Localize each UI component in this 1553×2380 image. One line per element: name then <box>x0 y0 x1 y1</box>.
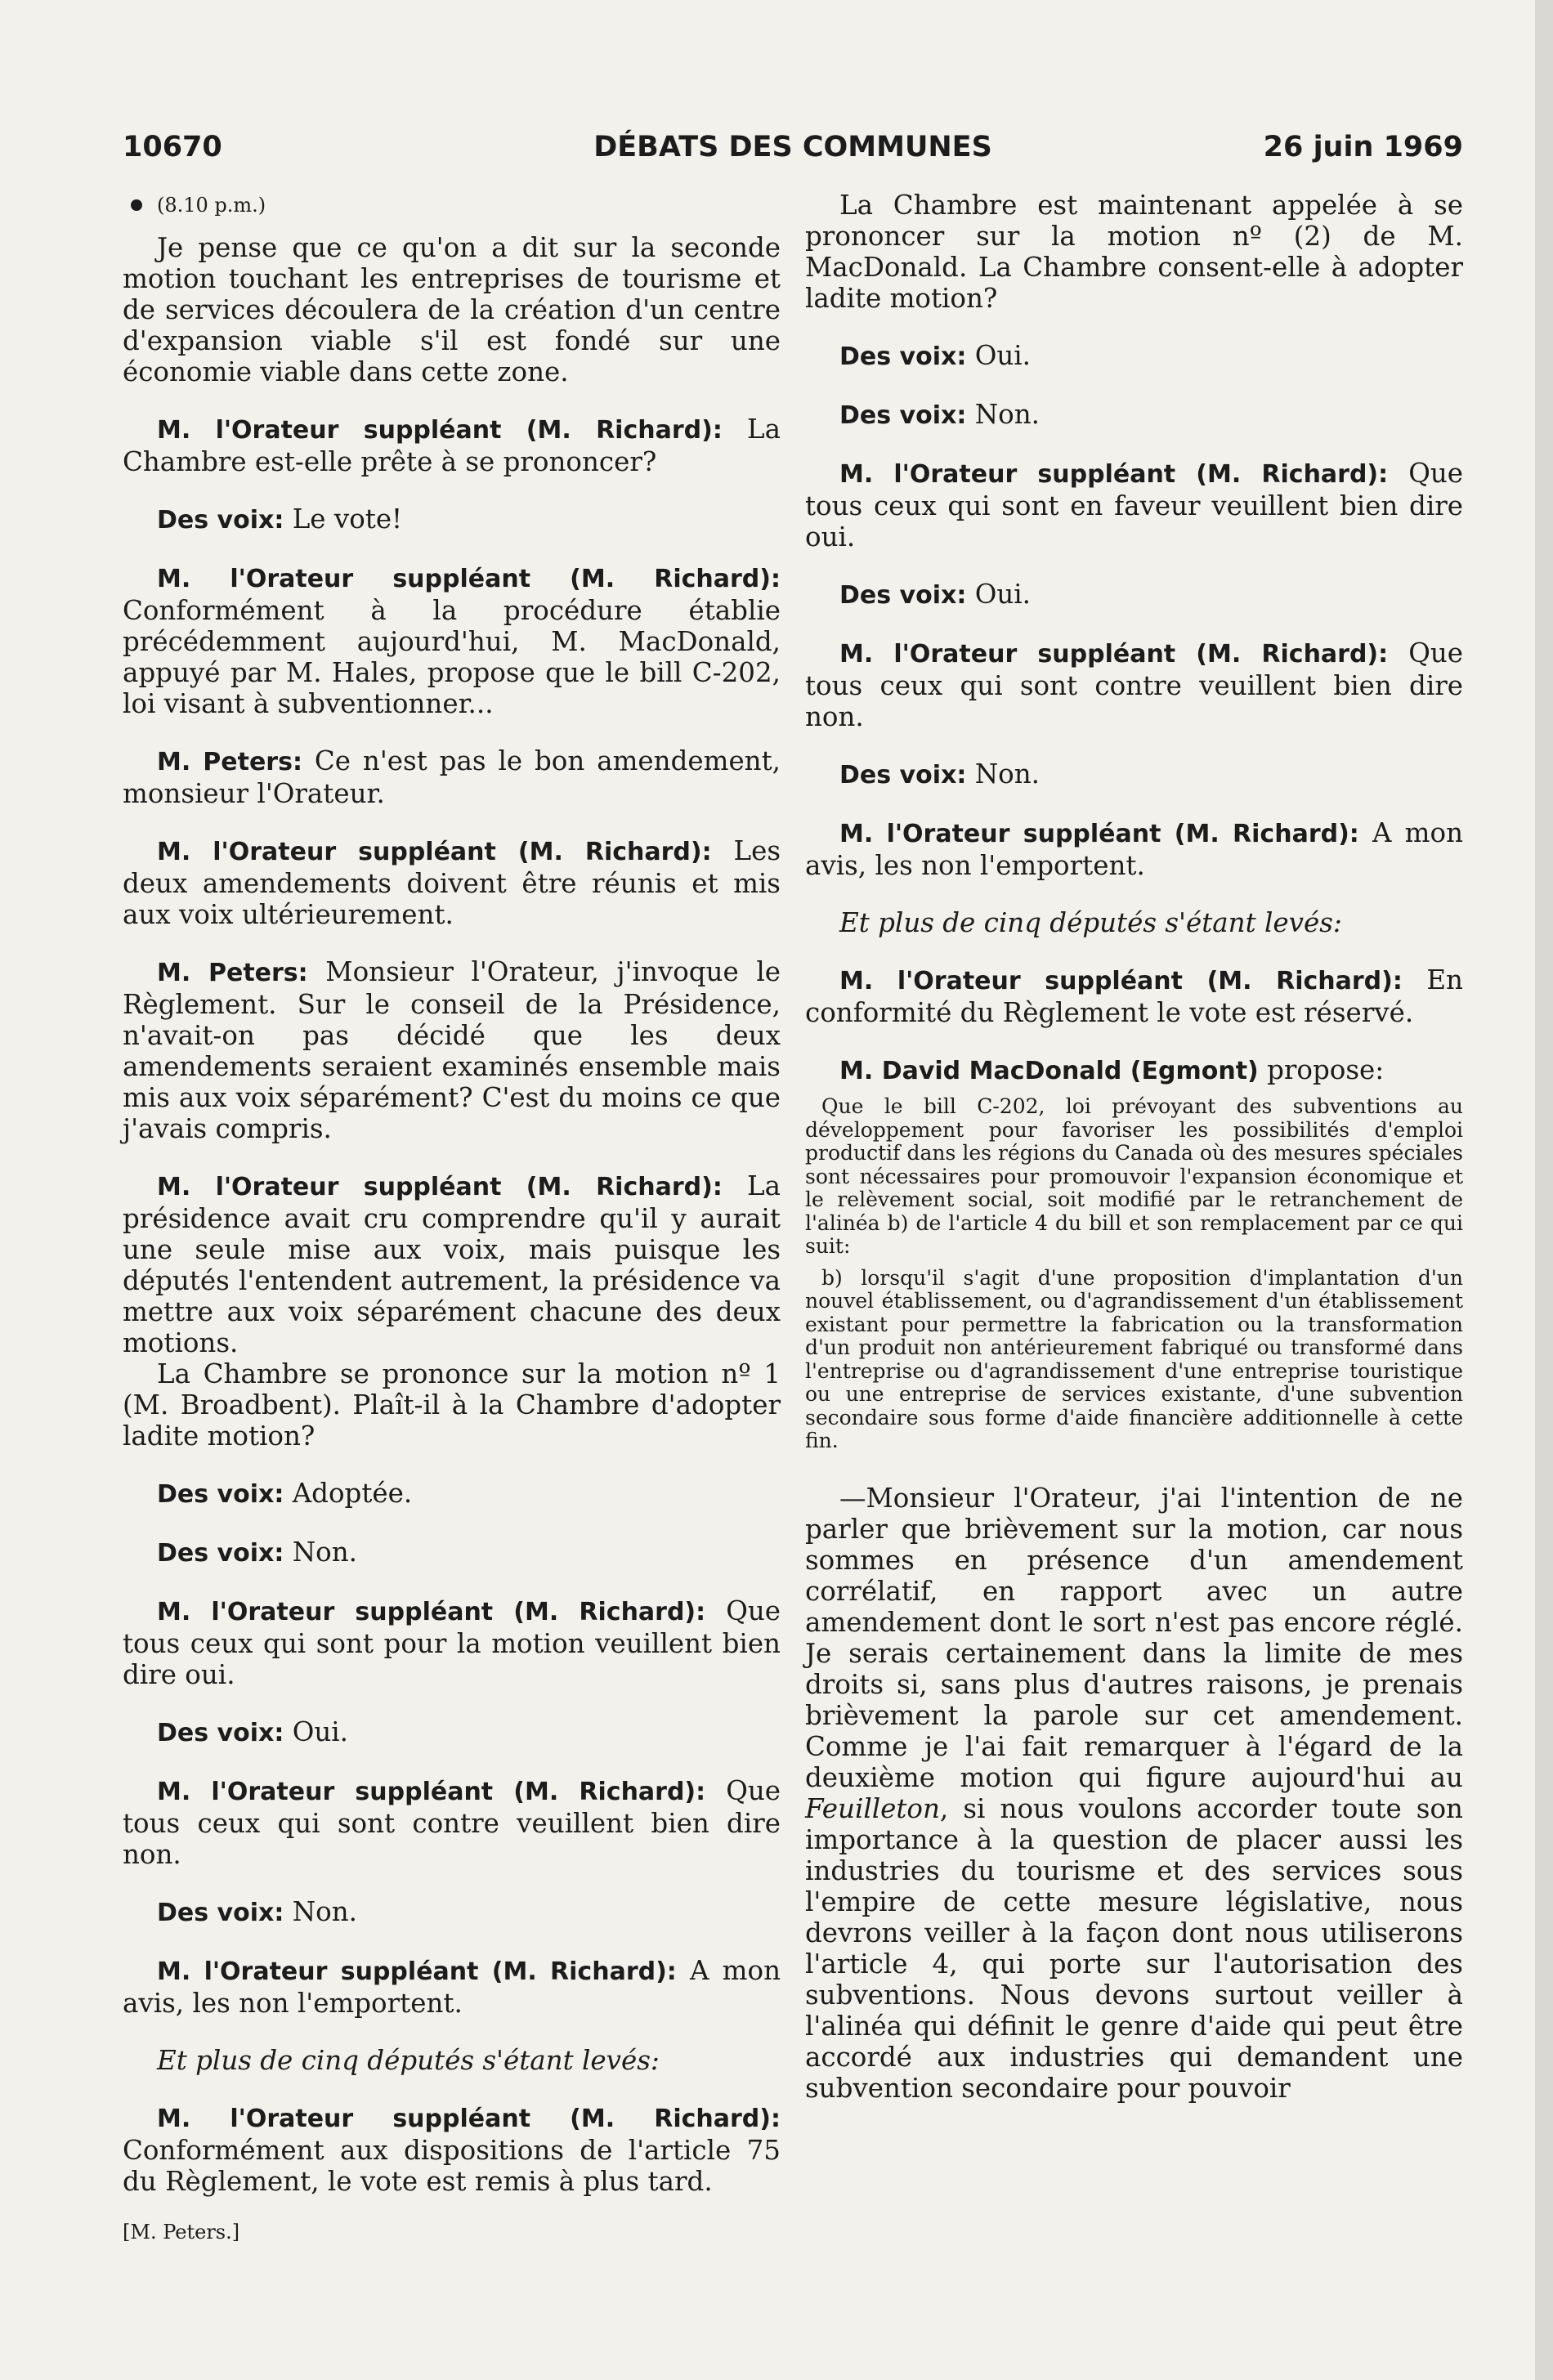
page-edge-shadow <box>1535 0 1553 2380</box>
speech: Ce n'est pas le bon amendement, monsieur l'Orateur. <box>123 745 781 809</box>
speaker: M. l'Orateur suppléant (M. Richard): <box>839 967 1403 995</box>
speaker: M. l'Orateur suppléant (M. Richard): <box>157 1598 706 1626</box>
speech: Conformément à la procédure établie précédemment aujourd'hui, M. MacDonald, appuyé par M. Hales, propose que le bill C-202, loi visant à subventionner... <box>123 595 781 719</box>
speech: Oui. <box>966 579 1031 610</box>
speech: La présidence avait cru comprendre qu'il y aurait une seule mise aux voix, mais puisque les députés l'entendent autrement, la présidence va mettre aux voix séparément chacune des deux motions. <box>123 1170 781 1358</box>
stage-direction: Et plus de cinq députés s'étant levés: <box>157 2045 660 2076</box>
speaker: M. l'Orateur suppléant (M. Richard): <box>157 1173 723 1201</box>
speech: En conformité du Règlement le vote est réservé. <box>805 964 1463 1028</box>
page-date: 26 juin 1969 <box>1263 131 1463 163</box>
speech: Monsieur l'Orateur, j'invoque le Règlement. Sur le conseil de la Présidence, n'avait-on pas décidé que les deux amendements seraient examinés ensemble mais mis aux voix séparément? C'est du moins ce que j'avais compris. <box>123 956 781 1144</box>
left-column <box>123 190 781 2267</box>
speech: Non. <box>966 399 1040 430</box>
speech: A mon avis, les non l'emportent. <box>123 1955 781 2019</box>
speaker: M. David MacDonald (Egmont) <box>839 1057 1259 1085</box>
paragraph <box>805 817 1463 881</box>
paragraph <box>805 399 1463 432</box>
publication-name: Feuilleton <box>805 1792 940 1824</box>
paragraph <box>123 956 781 1144</box>
paragraph <box>123 1478 781 1510</box>
time-stamp-text: (8.10 p.m.) <box>157 194 266 217</box>
paragraph <box>123 1775 781 1870</box>
paragraph <box>805 340 1463 373</box>
speaker: M. l'Orateur suppléant (M. Richard): <box>157 1957 677 1986</box>
speaker: Des voix: <box>157 506 284 535</box>
paragraph <box>123 1170 781 1358</box>
speaker: M. Peters: <box>157 959 308 987</box>
speech: , si nous voulons accorder toute son importance à la question de placer aussi les industries du tourisme et des services sous l'empire de cette mesure législative, nous devrons veiller à la façon dont nous utiliserons l'article 4, qui porte sur l'autorisation des subventions. Nous devons surtout veiller à l'alinéa qui définit le genre d'aide qui peut être accordé aux industries qui demandent une subvention secondaire pour pouvoir <box>805 1792 1463 2104</box>
page-number: 10670 <box>123 131 222 163</box>
paragraph <box>123 562 781 719</box>
speech: Non. <box>284 1896 357 1927</box>
speech: Oui. <box>966 340 1031 371</box>
speaker: M. l'Orateur suppléant (M. Richard): <box>157 1778 706 1806</box>
speech: Le vote! <box>284 503 403 535</box>
bullet-icon <box>131 199 142 211</box>
speaker: M. l'Orateur suppléant (M. Richard): <box>157 2105 781 2133</box>
motion-text: Que le bill C-202, loi prévoyant des subventions au développement pour favoriser les possibilités d'emploi productif dans les régions du Canada où des mesures spéciales sont nécessaires pour promouvoir l'expansion économique et le relèvement social, soit modifié par le retranchement de l'alinéa b) de l'article 4 du bill et son remplacement par ce qui suit: <box>805 1094 1463 1258</box>
right-column <box>805 190 1463 2130</box>
speaker-note: [M. Peters.] <box>123 2221 240 2244</box>
speech: Les deux amendements doivent être réunis et mis aux voix ultérieurement. <box>123 835 781 930</box>
paragraph: La Chambre se prononce sur la motion nº 1 (M. Broadbent). Plaît-il à la Chambre d'adopter ladite motion? <box>123 1358 781 1452</box>
speaker: Des voix: <box>157 1480 284 1509</box>
paragraph <box>123 1595 781 1690</box>
speech: Que tous ceux qui sont en faveur veuillent bien dire oui. <box>805 458 1464 552</box>
paragraph <box>123 1537 781 1569</box>
stage-direction: Et plus de cinq députés s'étant levés: <box>839 907 1342 938</box>
speech: propose: <box>1258 1054 1385 1085</box>
paragraph <box>123 1896 781 1929</box>
speaker: M. l'Orateur suppléant (M. Richard): <box>157 565 781 593</box>
paragraph: Je pense que ce qu'on a dit sur la seconde motion touchant les entreprises de tourisme et de services découlera de la création d'un centre d'expansion viable s'il est fondé sur une économie viable dans cette zone. <box>123 232 781 387</box>
speech: Conformément aux dispositions de l'article 75 du Règlement, le vote est remis à plus tard. <box>123 2135 781 2197</box>
speaker: M. l'Orateur suppléant (M. Richard): <box>157 416 723 445</box>
speech: Oui. <box>284 1716 348 1747</box>
speaker: Des voix: <box>839 581 967 610</box>
speech: Que tous ceux qui sont contre veuillent bien dire non. <box>805 638 1464 732</box>
speaker: M. l'Orateur suppléant (M. Richard): <box>839 640 1389 669</box>
speech: Non. <box>966 758 1040 790</box>
page-header <box>123 131 1463 172</box>
speech: A mon avis, les non l'emportent. <box>805 817 1464 881</box>
publication-title: DÉBATS DES COMMUNES <box>593 131 992 163</box>
paragraph <box>805 638 1463 732</box>
speech: Que tous ceux qui sont pour la motion veuillent bien dire oui. <box>123 1595 781 1690</box>
speaker: M. l'Orateur suppléant (M. Richard): <box>839 460 1389 489</box>
speaker: M. Peters: <box>157 748 302 776</box>
speaker: Des voix: <box>839 342 967 371</box>
paragraph <box>123 835 781 930</box>
speaker: M. l'Orateur suppléant (M. Richard): <box>839 820 1359 848</box>
speaker: Des voix: <box>839 761 967 790</box>
paragraph <box>805 758 1463 791</box>
paragraph <box>123 2102 781 2197</box>
paragraph <box>805 964 1463 1028</box>
speaker: Des voix: <box>839 401 967 430</box>
motion-text: b) lorsqu'il s'agit d'une proposition d'implantation d'un nouvel établissement, ou d'agrandissement d'un établissement existant pour permettre la fabrication ou la transformation d'un produit non antérieurement fabriqué ou transformé dans l'entreprise ou d'agrandissement d'une entreprise touristique ou une entreprise de services existante, d'une subvention secondaire sous forme d'aide financière additionnelle à cette fin. <box>805 1265 1463 1452</box>
paragraph <box>805 1054 1463 1087</box>
speaker: M. l'Orateur suppléant (M. Richard): <box>157 838 712 866</box>
speech: Non. <box>284 1537 357 1568</box>
speech: La Chambre est-elle prête à se prononcer? <box>123 414 781 477</box>
paragraph <box>805 579 1463 611</box>
paragraph <box>123 503 781 536</box>
speech: —Monsieur l'Orateur, j'ai l'intention de ne parler que brièvement sur la motion, car nous sommes en présence d'un amendement corrélatif, en rapport avec un autre amendement dont le sort n'est pas encore réglé. Je serais certainement dans la limite de mes droits si, sans plus d'autres raisons, je prenais brièvement la parole sur cet amendement. Comme je l'ai fait remarquer à l'égard de la deuxième motion qui figure aujourd'hui au <box>805 1482 1463 1793</box>
paragraph: La Chambre est maintenant appelée à se prononcer sur la motion nº (2) de M. MacDonald. La Chambre consent-elle à adopter ladite motion? <box>805 190 1463 314</box>
paragraph <box>123 414 781 477</box>
speaker: Des voix: <box>157 1719 284 1747</box>
speech: Que tous ceux qui sont contre veuillent bien dire non. <box>123 1775 781 1870</box>
speaker: Des voix: <box>157 1539 284 1568</box>
paragraph <box>805 1483 1463 2104</box>
speaker: Des voix: <box>157 1899 284 1927</box>
speech: Adoptée. <box>284 1478 413 1509</box>
paragraph <box>123 745 781 809</box>
paragraph <box>805 458 1463 552</box>
time-stamp <box>123 190 781 221</box>
paragraph <box>123 1716 781 1749</box>
paragraph <box>123 1955 781 2019</box>
